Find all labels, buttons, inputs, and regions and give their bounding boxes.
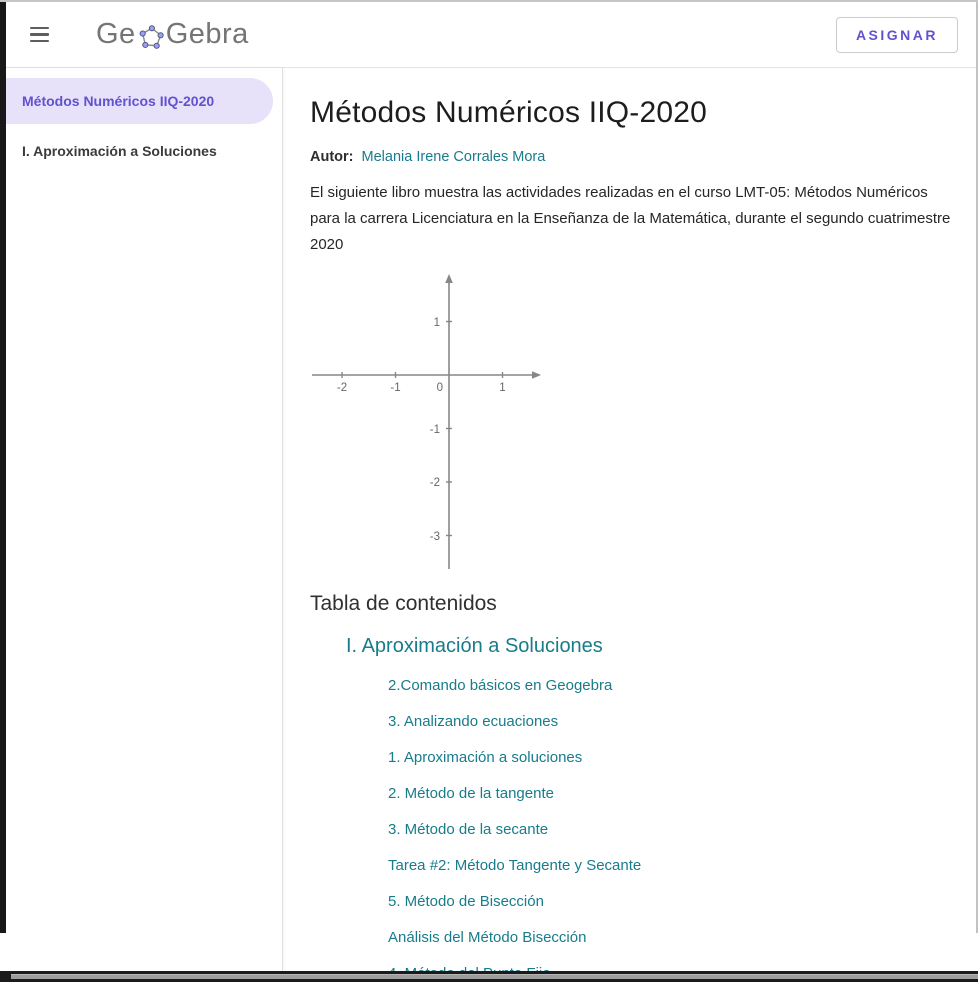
page-title: Métodos Numéricos IIQ-2020 bbox=[310, 96, 708, 129]
x-tick-label: -1 bbox=[390, 382, 401, 394]
toc-item-link[interactable]: 3. Analizando ecuaciones bbox=[388, 713, 559, 730]
toc-heading: Tabla de contenidos bbox=[310, 592, 497, 615]
toc-item bbox=[388, 857, 956, 874]
assign-button[interactable]: ASIGNAR bbox=[836, 17, 958, 53]
toc-item-link[interactable]: 2. Método de la tangente bbox=[388, 785, 554, 802]
y-tick-label: -3 bbox=[429, 531, 440, 543]
x-tick-label: -2 bbox=[336, 382, 348, 394]
sidebar-item-label: I. Aproximación a Soluciones bbox=[22, 143, 217, 159]
toc-item-link[interactable]: 5. Método de Bisección bbox=[388, 893, 544, 910]
toc-item-link[interactable]: Tarea #2: Método Tangente y Secante bbox=[388, 857, 642, 874]
toc-item-link[interactable]: 2.Comando básicos en Geogebra bbox=[388, 677, 613, 694]
menu-icon[interactable] bbox=[30, 17, 66, 53]
author-row bbox=[310, 149, 956, 165]
scrollbar-thumb[interactable] bbox=[11, 974, 978, 979]
toc-item-link[interactable]: 1. Aproximación a soluciones bbox=[388, 749, 583, 766]
toc-list bbox=[310, 677, 956, 982]
toc-item bbox=[388, 893, 956, 910]
sidebar-item-book-title[interactable] bbox=[6, 78, 273, 124]
geogebra-pentagon-icon bbox=[137, 23, 165, 51]
toc-item bbox=[388, 929, 956, 946]
sidebar bbox=[6, 68, 283, 971]
geogebra-logo[interactable] bbox=[96, 18, 249, 51]
toc-chapter-link[interactable]: I. Aproximación a Soluciones bbox=[346, 635, 603, 657]
body-row bbox=[6, 68, 976, 971]
window-frame-left bbox=[0, 2, 6, 933]
x-tick-label: 1 bbox=[499, 382, 506, 394]
y-tick-label: -1 bbox=[429, 424, 440, 436]
main-content bbox=[283, 68, 976, 971]
window-frame-top bbox=[0, 0, 978, 2]
x-tick-label: 0 bbox=[436, 382, 443, 394]
toc-item bbox=[388, 677, 956, 694]
sidebar-item-chapter[interactable] bbox=[6, 143, 282, 159]
toc-item bbox=[388, 749, 956, 766]
toc-item bbox=[388, 821, 956, 838]
app-window bbox=[6, 2, 976, 971]
toc-item-link[interactable]: 3. Método de la secante bbox=[388, 821, 549, 838]
y-tick-label: -2 bbox=[429, 477, 440, 489]
logo-text-right: Gebra bbox=[165, 18, 249, 50]
toc-item bbox=[388, 713, 956, 730]
toc-item bbox=[388, 785, 956, 802]
author-label: Autor: bbox=[310, 149, 354, 165]
coordinate-axes-graph[interactable] bbox=[310, 273, 542, 569]
book-description: El siguiente libro muestra las actividades realizadas en el curso LMT-05: Métodos Numéricos para la carrera Licenciatura en la Enseñanza de la Matemática, durante el segundo cuatrimestre 2020 bbox=[310, 184, 951, 253]
header bbox=[6, 2, 976, 68]
y-tick-label: 1 bbox=[433, 317, 440, 329]
author-link[interactable]: Melania Irene Corrales Mora bbox=[361, 149, 546, 165]
horizontal-scrollbar[interactable] bbox=[0, 971, 978, 982]
toc-item-link[interactable]: Análisis del Método Bisección bbox=[388, 929, 587, 946]
logo-text-left: Ge bbox=[96, 18, 136, 50]
sidebar-item-label: Métodos Numéricos IIQ-2020 bbox=[22, 93, 215, 109]
